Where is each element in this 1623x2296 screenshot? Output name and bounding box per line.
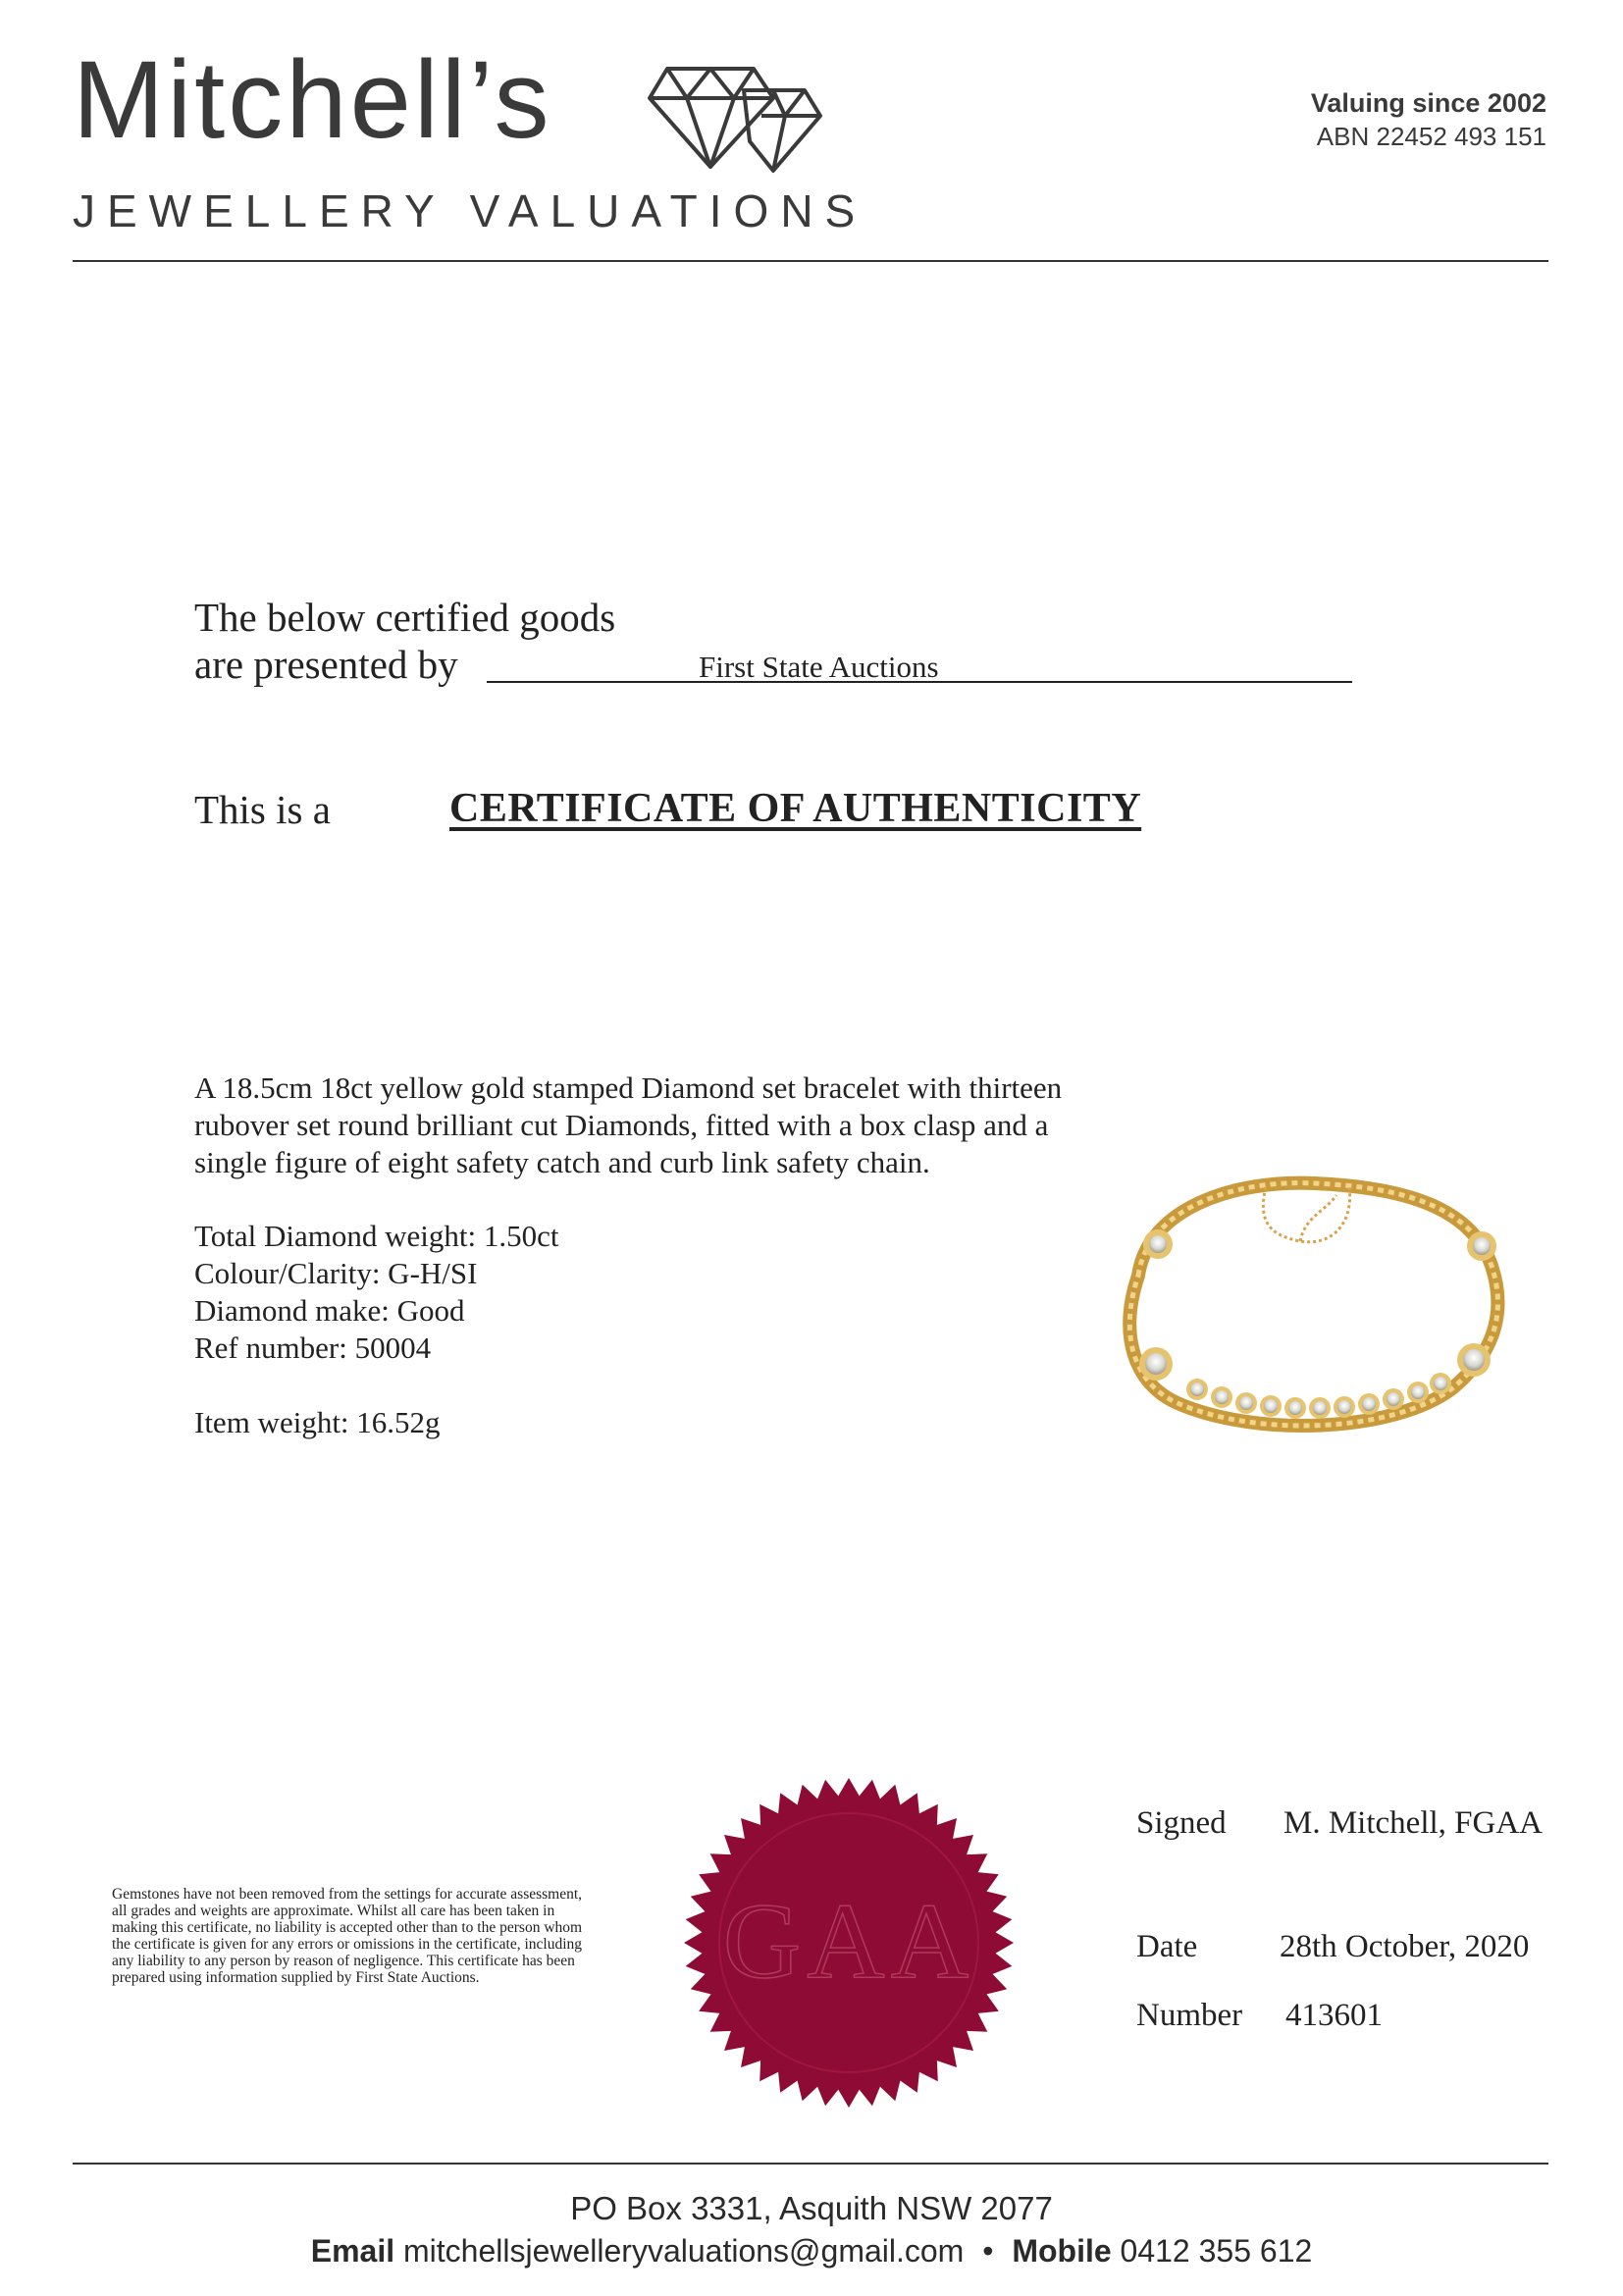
diamond-logo-icon [648,51,824,183]
certificate-title: CERTIFICATE OF AUTHENTICITY [449,786,1142,831]
footer-address: PO Box 3331, Asquith NSW 2077 [570,2190,1053,2226]
ref-number: Ref number: 50004 [194,1331,432,1365]
presented-line-2: are presented by [194,642,458,687]
brand-tagline: JEWELLERY VALUATIONS [73,185,867,236]
email-value[interactable]: mitchellsjewelleryvaluations@gmail.com [402,2233,965,2269]
date-value: 28th October, 2020 [1280,1929,1530,1964]
footer-separator: • [982,2233,994,2269]
header-divider [73,260,1548,262]
description-line: rubover set round brilliant cut Diamonds, fitted with a box clasp and a [194,1108,1049,1142]
bracelet-photo [1079,1168,1531,1462]
email-label: Email [310,2233,395,2269]
abn-number: ABN 22452 493 151 [1316,122,1546,151]
description-line: single figure of eight safety catch and curb link safety chain. [194,1145,930,1179]
signed-value: M. Mitchell, FGAA [1283,1805,1543,1841]
diamond-make: Diamond make: Good [194,1293,465,1328]
presented-line-1: The below certified goods [194,595,616,640]
signed-label: Signed [1136,1805,1227,1841]
valuing-since: Valuing since 2002 [1310,88,1546,118]
seal-monogram: GAA [722,1881,975,2001]
colour-clarity: Colour/Clarity: G-H/SI [194,1256,478,1290]
mobile-label: Mobile [1012,2233,1112,2269]
wax-seal-icon [682,1776,1016,2110]
number-label: Number [1136,1998,1243,2033]
item-weight: Item weight: 16.52g [194,1405,441,1439]
date-label: Date [1136,1929,1198,1964]
mobile-value[interactable]: 0412 355 612 [1120,2233,1313,2269]
footer-contact [0,2233,1623,2270]
item-description [194,1070,1176,1181]
presenter-underline [487,681,1352,683]
certificate-prefix: This is a [194,787,331,832]
number-value: 413601 [1285,1998,1383,2033]
description-line: A 18.5cm 18ct yellow gold stamped Diamond set bracelet with thirteen [194,1070,1063,1105]
brand-name: Mitchell’s [73,38,552,161]
presenter-name: First State Auctions [699,650,939,684]
footer-divider [73,2163,1548,2165]
total-diamond-weight: Total Diamond weight: 1.50ct [194,1219,559,1253]
disclaimer-text: Gemstones have not been removed from the settings for accurate assessment, all grades and weights are approximate. Whilst all care has been taken in making this certificate, no liability is accepted other than to the person whom the certificate is given for any errors or omissions in the certificate, including any liability to any person by reason of negligence. This certificate has been prepared using information supplied by First State Auctions. [112,1886,583,1986]
